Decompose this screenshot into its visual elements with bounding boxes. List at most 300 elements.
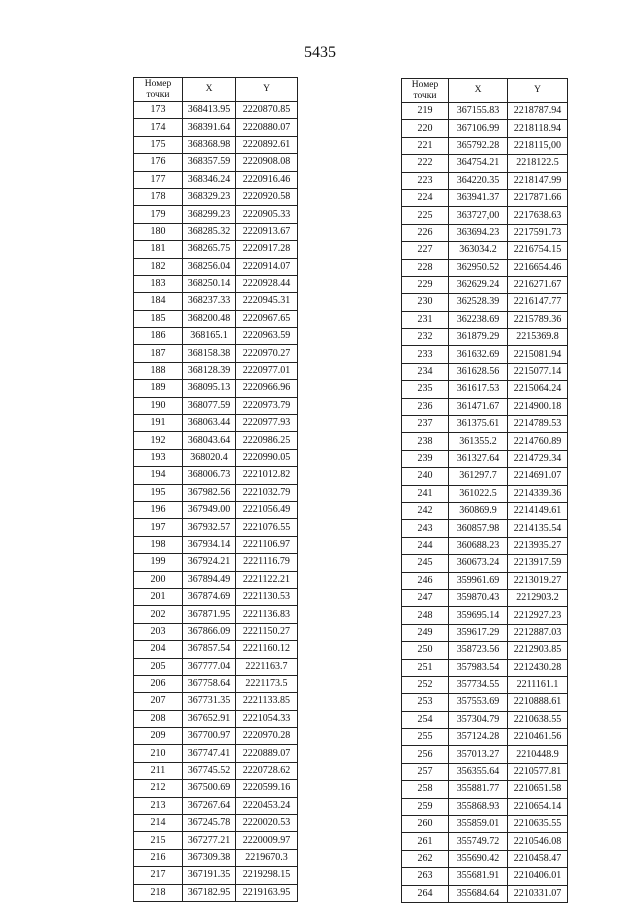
- x-coordinate-cell: 361297.7: [449, 468, 508, 485]
- table-row: [402, 833, 568, 850]
- point-number-cell: 190: [134, 397, 183, 414]
- y-coordinate-cell: 2215064.24: [508, 381, 568, 398]
- y-coordinate-cell: 2213019.27: [508, 572, 568, 589]
- x-coordinate-cell: 367155.83: [449, 103, 508, 120]
- x-coordinate-cell: 368346.24: [183, 171, 236, 188]
- table-row: [402, 329, 568, 346]
- point-number-cell: 186: [134, 328, 183, 345]
- table-row: [134, 432, 298, 449]
- table-row: [134, 275, 298, 292]
- table-row: [134, 241, 298, 258]
- point-number-cell: 235: [402, 381, 449, 398]
- point-number-cell: 203: [134, 623, 183, 640]
- point-number-cell: 251: [402, 659, 449, 676]
- x-coordinate-cell: 361879.29: [449, 329, 508, 346]
- point-number-cell: 200: [134, 571, 183, 588]
- point-number-cell: 237: [402, 416, 449, 433]
- point-number-cell: 233: [402, 346, 449, 363]
- point-number-cell: 218: [134, 884, 183, 901]
- x-coordinate-cell: 367874.69: [183, 588, 236, 605]
- table-row: [402, 729, 568, 746]
- table-row: [402, 276, 568, 293]
- y-coordinate-cell: 2212430.28: [508, 659, 568, 676]
- point-number-cell: 198: [134, 536, 183, 553]
- table-row: [402, 781, 568, 798]
- table-row: [402, 433, 568, 450]
- table-row: [402, 155, 568, 172]
- x-coordinate-cell: 360673.24: [449, 555, 508, 572]
- point-number-cell: 234: [402, 363, 449, 380]
- table-row: [402, 589, 568, 606]
- y-coordinate-cell: 2221116.79: [236, 554, 298, 571]
- x-coordinate-cell: 367745.52: [183, 762, 236, 779]
- y-coordinate-cell: 2215077.14: [508, 363, 568, 380]
- x-coordinate-cell: 359961.69: [449, 572, 508, 589]
- x-coordinate-cell: 357734.55: [449, 676, 508, 693]
- y-coordinate-cell: 2220917.28: [236, 241, 298, 258]
- table-row: [134, 588, 298, 605]
- y-coordinate-cell: 2220009.97: [236, 832, 298, 849]
- x-coordinate-cell: 367700.97: [183, 728, 236, 745]
- y-coordinate-cell: 2220970.28: [236, 728, 298, 745]
- point-number-cell: 212: [134, 780, 183, 797]
- y-coordinate-cell: 2220973.79: [236, 397, 298, 414]
- table-row: [402, 172, 568, 189]
- x-coordinate-cell: 368391.64: [183, 119, 236, 136]
- y-coordinate-cell: 2220453.24: [236, 797, 298, 814]
- table-row: [402, 416, 568, 433]
- y-coordinate-cell: 2220020.53: [236, 815, 298, 832]
- x-coordinate-cell: 362629.24: [449, 276, 508, 293]
- point-number-cell: 197: [134, 519, 183, 536]
- y-coordinate-cell: 2221130.53: [236, 588, 298, 605]
- point-number-cell: 207: [134, 693, 183, 710]
- x-header: X: [449, 79, 508, 103]
- x-coordinate-cell: 368043.64: [183, 432, 236, 449]
- table-row: [134, 867, 298, 884]
- table-row: [134, 762, 298, 779]
- x-coordinate-cell: 367182.95: [183, 884, 236, 901]
- table-row: [402, 120, 568, 137]
- point-number-cell: 184: [134, 293, 183, 310]
- y-coordinate-cell: 2220966.96: [236, 380, 298, 397]
- table-row: [402, 468, 568, 485]
- x-coordinate-cell: 368368.98: [183, 136, 236, 153]
- y-coordinate-cell: 2220913.67: [236, 223, 298, 240]
- x-coordinate-cell: 367747.41: [183, 745, 236, 762]
- y-coordinate-cell: 2213917.59: [508, 555, 568, 572]
- y-coordinate-cell: 2215081.94: [508, 346, 568, 363]
- point-number-cell: 176: [134, 154, 183, 171]
- table-row: [402, 311, 568, 328]
- x-coordinate-cell: 361617.53: [449, 381, 508, 398]
- table-row: [134, 606, 298, 623]
- table-row: [402, 224, 568, 241]
- point-number-cell: 224: [402, 189, 449, 206]
- y-coordinate-cell: 2210458.47: [508, 850, 568, 867]
- table-row: [402, 537, 568, 554]
- table-row: [402, 485, 568, 502]
- x-coordinate-cell: 367309.38: [183, 849, 236, 866]
- y-coordinate-cell: 2220870.85: [236, 102, 298, 119]
- table-row: [402, 694, 568, 711]
- point-number-cell: 257: [402, 763, 449, 780]
- x-coordinate-cell: 357983.54: [449, 659, 508, 676]
- y-coordinate-cell: 2210888.61: [508, 694, 568, 711]
- y-coordinate-cell: 2221122.21: [236, 571, 298, 588]
- point-number-cell: 258: [402, 781, 449, 798]
- x-coordinate-cell: 365792.28: [449, 137, 508, 154]
- table-row: [134, 710, 298, 727]
- x-coordinate-cell: 368200.48: [183, 310, 236, 327]
- y-coordinate-cell: 2219670.3: [236, 849, 298, 866]
- table-row: [134, 415, 298, 432]
- table-row: [402, 259, 568, 276]
- y-coordinate-cell: 2221163.7: [236, 658, 298, 675]
- point-number-cell: 187: [134, 345, 183, 362]
- point-number-cell: 178: [134, 188, 183, 205]
- table-row: [134, 536, 298, 553]
- x-coordinate-cell: 361355.2: [449, 433, 508, 450]
- y-coordinate-cell: 2211161.1: [508, 676, 568, 693]
- point-number-cell: 236: [402, 398, 449, 415]
- table-row: [402, 572, 568, 589]
- point-number-header: Номер точки: [402, 79, 449, 103]
- point-number-cell: 225: [402, 207, 449, 224]
- table-row: [134, 571, 298, 588]
- x-coordinate-cell: 367731.35: [183, 693, 236, 710]
- y-coordinate-cell: 2220970.27: [236, 345, 298, 362]
- y-coordinate-cell: 2221076.55: [236, 519, 298, 536]
- x-coordinate-cell: 363694.23: [449, 224, 508, 241]
- y-coordinate-cell: 2210577.81: [508, 763, 568, 780]
- point-number-cell: 195: [134, 484, 183, 501]
- y-coordinate-cell: 2221136.83: [236, 606, 298, 623]
- table-row: [134, 362, 298, 379]
- point-number-cell: 199: [134, 554, 183, 571]
- x-coordinate-cell: 359617.29: [449, 624, 508, 641]
- table-row: [402, 103, 568, 120]
- x-coordinate-cell: 367245.78: [183, 815, 236, 832]
- y-coordinate-cell: 2220945.31: [236, 293, 298, 310]
- point-number-cell: 205: [134, 658, 183, 675]
- y-coordinate-cell: 2220908.08: [236, 154, 298, 171]
- table-row: [402, 137, 568, 154]
- x-coordinate-cell: 357013.27: [449, 746, 508, 763]
- y-coordinate-cell: 2220963.59: [236, 328, 298, 345]
- y-coordinate-cell: 2214729.34: [508, 450, 568, 467]
- point-number-cell: 239: [402, 450, 449, 467]
- point-number-cell: 250: [402, 642, 449, 659]
- table-row: [134, 380, 298, 397]
- y-coordinate-cell: 2221012.82: [236, 467, 298, 484]
- table-row: [134, 623, 298, 640]
- table-row: [134, 223, 298, 240]
- x-coordinate-cell: 362238.69: [449, 311, 508, 328]
- point-number-cell: 206: [134, 675, 183, 692]
- point-number-cell: 210: [134, 745, 183, 762]
- table-row: [402, 502, 568, 519]
- x-coordinate-cell: 367758.64: [183, 675, 236, 692]
- x-coordinate-cell: 356355.64: [449, 763, 508, 780]
- y-coordinate-cell: 2216271.67: [508, 276, 568, 293]
- y-coordinate-cell: 2220889.07: [236, 745, 298, 762]
- point-number-cell: 242: [402, 502, 449, 519]
- y-coordinate-cell: 2214149.61: [508, 502, 568, 519]
- x-coordinate-cell: 355749.72: [449, 833, 508, 850]
- x-coordinate-cell: 355684.64: [449, 885, 508, 902]
- y-coordinate-cell: 2216754.15: [508, 242, 568, 259]
- table-row: [402, 381, 568, 398]
- point-number-cell: 262: [402, 850, 449, 867]
- x-coordinate-cell: 368063.44: [183, 415, 236, 432]
- x-coordinate-cell: 363727,00: [449, 207, 508, 224]
- point-number-cell: 238: [402, 433, 449, 450]
- table-row: [134, 658, 298, 675]
- x-coordinate-cell: 367652.91: [183, 710, 236, 727]
- point-number-cell: 249: [402, 624, 449, 641]
- y-coordinate-cell: 2220977.93: [236, 415, 298, 432]
- y-coordinate-cell: 2210331.07: [508, 885, 568, 902]
- y-coordinate-cell: 2221056.49: [236, 501, 298, 518]
- x-coordinate-cell: 367932.57: [183, 519, 236, 536]
- x-coordinate-cell: 368128.39: [183, 362, 236, 379]
- point-number-header: Номер точки: [134, 78, 183, 102]
- point-number-cell: 175: [134, 136, 183, 153]
- point-number-cell: 193: [134, 449, 183, 466]
- point-number-cell: 192: [134, 432, 183, 449]
- point-number-cell: 177: [134, 171, 183, 188]
- table-row: [134, 119, 298, 136]
- x-coordinate-cell: 359695.14: [449, 607, 508, 624]
- x-coordinate-cell: 367866.09: [183, 623, 236, 640]
- x-coordinate-cell: 367871.95: [183, 606, 236, 623]
- table-row: [402, 798, 568, 815]
- table-row: [402, 642, 568, 659]
- point-number-cell: 191: [134, 415, 183, 432]
- table-row: [402, 363, 568, 380]
- y-header: Y: [508, 79, 568, 103]
- point-number-cell: 182: [134, 258, 183, 275]
- y-header: Y: [236, 78, 298, 102]
- y-coordinate-cell: 2210651.58: [508, 781, 568, 798]
- x-coordinate-cell: 367949.00: [183, 501, 236, 518]
- x-coordinate-cell: 360857.98: [449, 520, 508, 537]
- table-row: [134, 641, 298, 658]
- y-coordinate-cell: 2221133.85: [236, 693, 298, 710]
- coordinates-table-left: [133, 77, 298, 902]
- point-number-cell: 216: [134, 849, 183, 866]
- y-coordinate-cell: 2220905.33: [236, 206, 298, 223]
- x-coordinate-cell: 361628.56: [449, 363, 508, 380]
- y-coordinate-cell: 2220728.62: [236, 762, 298, 779]
- point-number-cell: 228: [402, 259, 449, 276]
- table-row: [134, 206, 298, 223]
- point-number-cell: 231: [402, 311, 449, 328]
- y-coordinate-cell: 2214760.89: [508, 433, 568, 450]
- y-coordinate-cell: 2221160.12: [236, 641, 298, 658]
- x-coordinate-cell: 367982.56: [183, 484, 236, 501]
- y-coordinate-cell: 2221032.79: [236, 484, 298, 501]
- point-number-cell: 226: [402, 224, 449, 241]
- y-coordinate-cell: 2216147.77: [508, 294, 568, 311]
- point-number-cell: 174: [134, 119, 183, 136]
- table-row: [402, 189, 568, 206]
- table-row: [134, 467, 298, 484]
- table-row: [134, 154, 298, 171]
- page-number: 5435: [304, 44, 336, 61]
- y-coordinate-cell: 2220986.25: [236, 432, 298, 449]
- x-coordinate-cell: 367191.35: [183, 867, 236, 884]
- table-row: [402, 398, 568, 415]
- table-row: [134, 171, 298, 188]
- table-row: [402, 676, 568, 693]
- y-coordinate-cell: 2218147.99: [508, 172, 568, 189]
- y-coordinate-cell: 2214339.36: [508, 485, 568, 502]
- table-row: [402, 555, 568, 572]
- x-coordinate-cell: 368165.1: [183, 328, 236, 345]
- x-coordinate-cell: 355681.91: [449, 868, 508, 885]
- x-coordinate-cell: 367894.49: [183, 571, 236, 588]
- y-coordinate-cell: 2220880.07: [236, 119, 298, 136]
- table-header-row: [402, 79, 568, 103]
- point-number-cell: 214: [134, 815, 183, 832]
- x-coordinate-cell: 368095.13: [183, 380, 236, 397]
- x-coordinate-cell: 361471.67: [449, 398, 508, 415]
- table-row: [402, 346, 568, 363]
- point-number-cell: 194: [134, 467, 183, 484]
- table-row: [134, 397, 298, 414]
- y-coordinate-cell: 2212903.85: [508, 642, 568, 659]
- x-coordinate-cell: 355859.01: [449, 816, 508, 833]
- point-number-cell: 215: [134, 832, 183, 849]
- table-row: [402, 520, 568, 537]
- x-coordinate-cell: 368006.73: [183, 467, 236, 484]
- x-coordinate-cell: 368285.32: [183, 223, 236, 240]
- point-number-cell: 211: [134, 762, 183, 779]
- x-coordinate-cell: 355690.42: [449, 850, 508, 867]
- y-coordinate-cell: 2210461.56: [508, 729, 568, 746]
- x-coordinate-cell: 361022.5: [449, 485, 508, 502]
- point-number-cell: 232: [402, 329, 449, 346]
- x-coordinate-cell: 368413.95: [183, 102, 236, 119]
- y-coordinate-cell: 2217638.63: [508, 207, 568, 224]
- point-number-cell: 202: [134, 606, 183, 623]
- x-coordinate-cell: 362528.39: [449, 294, 508, 311]
- table-row: [402, 763, 568, 780]
- y-coordinate-cell: 2220920.58: [236, 188, 298, 205]
- table-row: [402, 885, 568, 902]
- table-row: [134, 136, 298, 153]
- coordinates-table-right: [401, 78, 568, 903]
- table-row: [402, 868, 568, 885]
- table-row: [134, 884, 298, 901]
- y-coordinate-cell: 2218118.94: [508, 120, 568, 137]
- x-coordinate-cell: 368237.33: [183, 293, 236, 310]
- y-coordinate-cell: 2215789.36: [508, 311, 568, 328]
- table-row: [134, 849, 298, 866]
- y-coordinate-cell: 2219163.95: [236, 884, 298, 901]
- point-number-cell: 259: [402, 798, 449, 815]
- x-coordinate-cell: 360688.23: [449, 537, 508, 554]
- point-number-cell: 189: [134, 380, 183, 397]
- y-coordinate-cell: 2214789.53: [508, 416, 568, 433]
- table-row: [134, 258, 298, 275]
- table-row: [402, 450, 568, 467]
- table-row: [134, 449, 298, 466]
- point-number-cell: 252: [402, 676, 449, 693]
- x-coordinate-cell: 361375.61: [449, 416, 508, 433]
- y-coordinate-cell: 2214135.54: [508, 520, 568, 537]
- x-coordinate-cell: 368020.4: [183, 449, 236, 466]
- x-coordinate-cell: 367267.64: [183, 797, 236, 814]
- y-coordinate-cell: 2220990.05: [236, 449, 298, 466]
- y-coordinate-cell: 2217591.73: [508, 224, 568, 241]
- y-coordinate-cell: 2210635.55: [508, 816, 568, 833]
- y-coordinate-cell: 2212887.03: [508, 624, 568, 641]
- y-coordinate-cell: 2220977.01: [236, 362, 298, 379]
- point-number-cell: 246: [402, 572, 449, 589]
- y-coordinate-cell: 2213935.27: [508, 537, 568, 554]
- y-coordinate-cell: 2220916.46: [236, 171, 298, 188]
- y-coordinate-cell: 2210546.08: [508, 833, 568, 850]
- point-number-cell: 196: [134, 501, 183, 518]
- point-number-cell: 243: [402, 520, 449, 537]
- y-coordinate-cell: 2220967.65: [236, 310, 298, 327]
- y-coordinate-cell: 2210448.9: [508, 746, 568, 763]
- y-coordinate-cell: 2214691.07: [508, 468, 568, 485]
- x-coordinate-cell: 368158.38: [183, 345, 236, 362]
- point-number-cell: 230: [402, 294, 449, 311]
- point-number-cell: 213: [134, 797, 183, 814]
- y-coordinate-cell: 2218787.94: [508, 103, 568, 120]
- x-coordinate-cell: 368077.59: [183, 397, 236, 414]
- point-number-cell: 180: [134, 223, 183, 240]
- y-coordinate-cell: 2215369.8: [508, 329, 568, 346]
- x-coordinate-cell: 367777.04: [183, 658, 236, 675]
- y-coordinate-cell: 2221150.27: [236, 623, 298, 640]
- x-coordinate-cell: 361632.69: [449, 346, 508, 363]
- table-row: [134, 675, 298, 692]
- x-coordinate-cell: 367500.69: [183, 780, 236, 797]
- x-header: X: [183, 78, 236, 102]
- point-number-cell: 256: [402, 746, 449, 763]
- table-row: [134, 745, 298, 762]
- point-number-cell: 255: [402, 729, 449, 746]
- table-row: [134, 797, 298, 814]
- x-coordinate-cell: 367106.99: [449, 120, 508, 137]
- x-coordinate-cell: 355881.77: [449, 781, 508, 798]
- point-number-cell: 208: [134, 710, 183, 727]
- table-row: [134, 102, 298, 119]
- point-number-cell: 181: [134, 241, 183, 258]
- x-coordinate-cell: 360869.9: [449, 502, 508, 519]
- y-coordinate-cell: 2221106.97: [236, 536, 298, 553]
- x-coordinate-cell: 367934.14: [183, 536, 236, 553]
- x-coordinate-cell: 357124.28: [449, 729, 508, 746]
- point-number-cell: 221: [402, 137, 449, 154]
- table-row: [134, 293, 298, 310]
- x-coordinate-cell: 361327.64: [449, 450, 508, 467]
- y-coordinate-cell: 2214900.18: [508, 398, 568, 415]
- point-number-cell: 263: [402, 868, 449, 885]
- x-coordinate-cell: 363034.2: [449, 242, 508, 259]
- y-coordinate-cell: 2220928.44: [236, 275, 298, 292]
- table-row: [134, 832, 298, 849]
- table-row: [134, 345, 298, 362]
- x-coordinate-cell: 368265.75: [183, 241, 236, 258]
- point-number-cell: 173: [134, 102, 183, 119]
